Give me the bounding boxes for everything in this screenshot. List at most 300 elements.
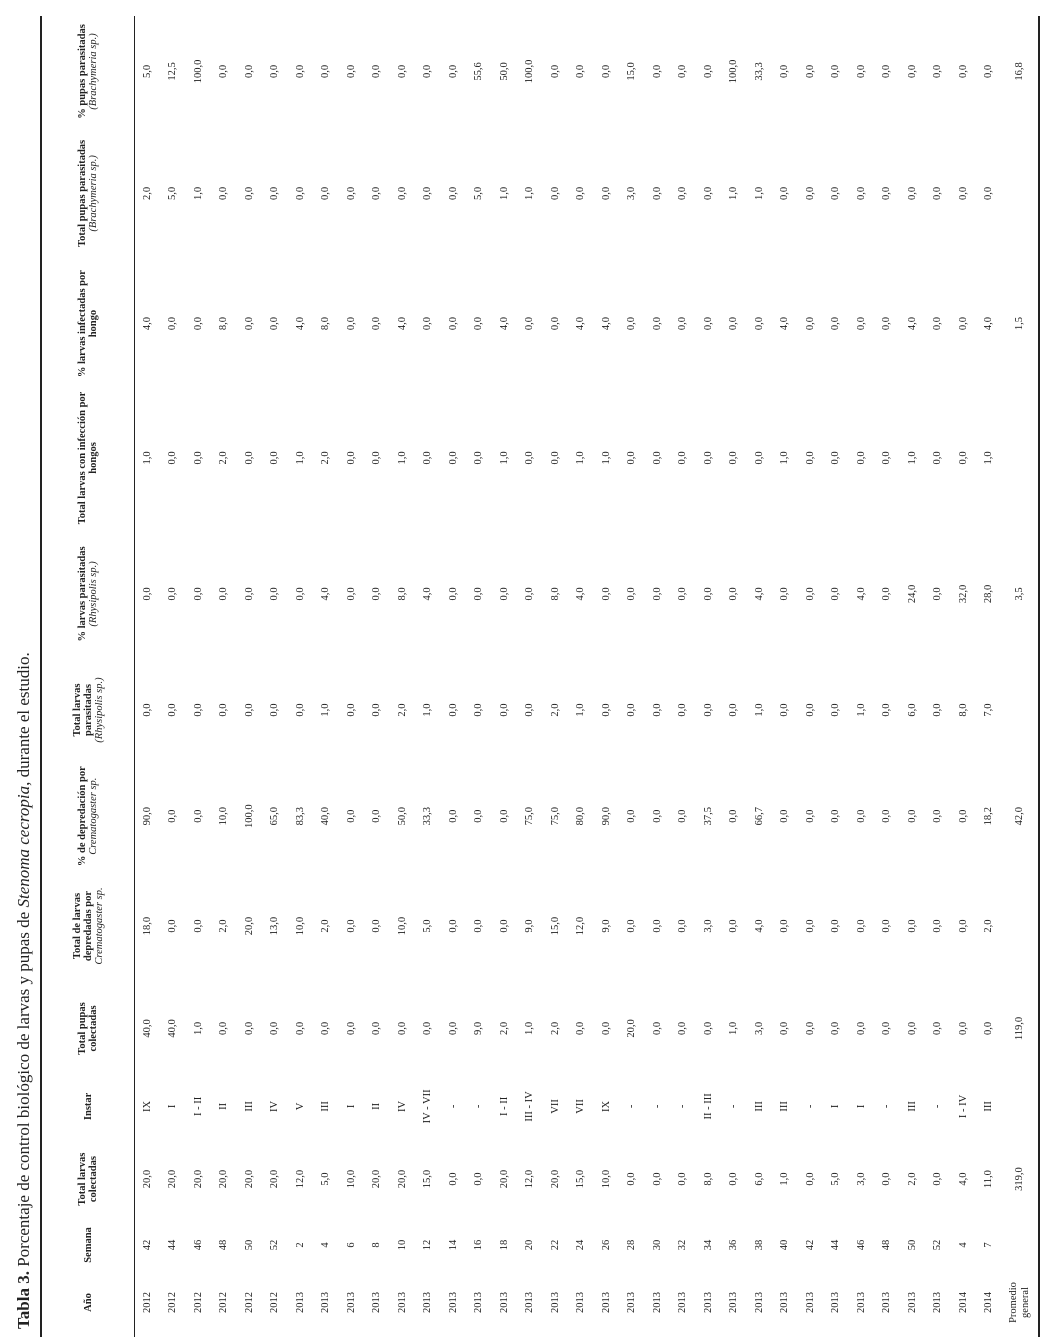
table-cell: 83,3: [294, 807, 306, 826]
table-cell: 0,0: [779, 186, 791, 200]
table-cell: 0,0: [473, 809, 485, 823]
table-cell: 0,0: [881, 587, 893, 601]
table-cell: 2013: [906, 1292, 918, 1313]
table-cell: 0,0: [269, 317, 281, 331]
table-header: [41, 16, 135, 1337]
table-cell: 0,0: [932, 1172, 944, 1186]
table-cell: 0,0: [677, 1021, 689, 1036]
table-cell: 2013: [371, 1292, 383, 1313]
table-cell: 0,0: [932, 587, 944, 601]
header-row: [41, 16, 135, 1337]
table-cell: 37,5: [702, 807, 714, 826]
table-cell: 0,0: [651, 1172, 663, 1186]
table-cell: 4,0: [906, 317, 918, 331]
table-cell: 0,0: [906, 1021, 918, 1036]
table-cell: 3,0: [626, 186, 638, 200]
table-cell: 52: [269, 1239, 281, 1251]
table-cell: 0,0: [447, 1172, 459, 1186]
table-cell: 10,0: [396, 916, 408, 936]
table-cell: 40: [779, 1239, 791, 1251]
table-cell: 2013: [600, 1292, 612, 1313]
table-cell: 10,0: [294, 916, 306, 936]
table-cell: 2013: [804, 1292, 816, 1313]
table-cell: 4,0: [575, 587, 587, 601]
average-cell: 319,0: [1014, 1167, 1025, 1191]
table-cell: 0,0: [575, 1021, 587, 1036]
table-cell: 0,0: [549, 64, 561, 79]
table-cell: 6,0: [753, 1172, 765, 1186]
table-cell: I: [167, 1104, 179, 1109]
table-cell: 0,0: [855, 809, 867, 823]
table-cell: 0,0: [626, 317, 638, 331]
table-cell: I - II: [498, 1096, 510, 1117]
table-cell: 0,0: [243, 703, 255, 717]
table-cell: 0,0: [575, 186, 587, 200]
table-row: [824, 16, 850, 1337]
table-cell: 18: [498, 1239, 510, 1251]
table-cell: 7: [983, 1242, 995, 1248]
table-cell: 2,0: [983, 919, 995, 933]
table-cell: 0,0: [804, 703, 816, 717]
table-cell: 0,0: [447, 587, 459, 601]
average-cell: 16,8: [1014, 62, 1025, 81]
table-cell: 33,3: [422, 807, 434, 826]
table-cell: 0,0: [192, 587, 204, 601]
table-cell: 0,0: [422, 317, 434, 331]
table-cell: III: [753, 1101, 765, 1112]
average-cell: [1002, 127, 1039, 260]
table-cell: 0,0: [243, 451, 255, 465]
table-cell: 1,0: [192, 1021, 204, 1036]
table-cell: 4,0: [983, 317, 995, 331]
table-cell: VII: [575, 1099, 587, 1114]
table-cell: 0,0: [294, 186, 306, 200]
table-cell: 0,0: [345, 919, 357, 933]
table-cell: 2013: [677, 1292, 689, 1313]
table-cell: 0,0: [983, 186, 995, 200]
table-cell: I: [855, 1104, 867, 1109]
table-cell: 2012: [243, 1292, 255, 1313]
table-container: [40, 16, 1040, 1337]
table-cell: 0,0: [855, 451, 867, 465]
table-row: [722, 16, 748, 1337]
table-cell: 0,0: [855, 64, 867, 79]
table-cell: 1,0: [753, 703, 765, 717]
table-cell: 2013: [549, 1292, 561, 1313]
table-cell: 0,0: [294, 587, 306, 601]
table-cell: 0,0: [371, 919, 383, 933]
table-cell: 0,0: [932, 317, 944, 331]
table-cell: 0,0: [473, 703, 485, 717]
table-cell: 0,0: [957, 809, 969, 823]
table-cell: 0,0: [651, 703, 663, 717]
table-row: [875, 16, 901, 1337]
header-pct-depredacion: % de depredación por Crematogaster sp.: [77, 766, 99, 867]
table-cell: 2,0: [218, 451, 230, 465]
table-cell: 0,0: [141, 587, 153, 601]
caption-species: Stenoma cecropia: [14, 785, 33, 908]
table-cell: 2013: [932, 1292, 944, 1313]
table-cell: 0,0: [371, 587, 383, 601]
table-cell: 0,0: [728, 919, 740, 933]
table-cell: 20,0: [167, 1169, 179, 1189]
table-cell: 0,0: [167, 317, 179, 331]
table-cell: 0,0: [651, 1021, 663, 1036]
table-cell: 2013: [855, 1292, 867, 1313]
table-cell: 0,0: [371, 1021, 383, 1036]
table-cell: 0,0: [957, 186, 969, 200]
table-cell: 32,0: [957, 584, 969, 604]
table-cell: 0,0: [855, 186, 867, 200]
header-pct-pupas: % pupas parasitadas (Brachymeria sp.): [77, 24, 99, 119]
table-cell: 1,0: [575, 451, 587, 465]
table-cell: 36: [728, 1239, 740, 1251]
table-body: [135, 16, 1040, 1337]
table-cell: 0,0: [371, 186, 383, 200]
table-cell: 20,0: [243, 916, 255, 936]
table-cell: 8,0: [957, 703, 969, 717]
table-cell: 0,0: [269, 186, 281, 200]
table-cell: 0,0: [524, 703, 536, 717]
table-cell: 0,0: [447, 186, 459, 200]
table-cell: 40,0: [320, 807, 332, 826]
table-cell: -: [932, 1104, 944, 1109]
table-cell: 0,0: [983, 1021, 995, 1036]
table-cell: 33,3: [753, 62, 765, 81]
table-row: [161, 16, 187, 1337]
table-row: [900, 16, 926, 1337]
table-cell: 90,0: [600, 807, 612, 826]
table-cell: IV: [269, 1100, 281, 1112]
table-cell: 75,0: [524, 807, 536, 826]
table-cell: 2013: [881, 1292, 893, 1313]
table-cell: 2,0: [549, 703, 561, 717]
table-cell: 1,0: [141, 451, 153, 465]
table-cell: 20,0: [626, 1019, 638, 1038]
table-cell: 2013: [294, 1292, 306, 1313]
table-cell: 0,0: [498, 587, 510, 601]
table-cell: 0,0: [932, 1021, 944, 1036]
table-cell: 0,0: [881, 317, 893, 331]
table-cell: 0,0: [855, 919, 867, 933]
table-cell: 0,0: [473, 919, 485, 933]
table-cell: 20,0: [243, 1169, 255, 1189]
table-cell: 8: [371, 1242, 383, 1248]
table-cell: 6,0: [906, 703, 918, 717]
table-cell: 0,0: [549, 451, 561, 465]
table-cell: -: [677, 1104, 689, 1109]
table-cell: 40,0: [141, 1019, 153, 1038]
table-cell: 0,0: [192, 919, 204, 933]
table-cell: 0,0: [498, 703, 510, 717]
table-cell: 2,0: [218, 919, 230, 933]
table-cell: 10,0: [600, 1169, 612, 1189]
table-cell: I: [830, 1104, 842, 1109]
table-row: [620, 16, 646, 1337]
table-cell: 0,0: [549, 186, 561, 200]
table-cell: 2013: [320, 1292, 332, 1313]
table-cell: 0,0: [422, 64, 434, 79]
table-row: [339, 16, 365, 1337]
table-cell: 0,0: [294, 703, 306, 717]
table-cell: 0,0: [243, 186, 255, 200]
table-cell: 100,0: [243, 804, 255, 828]
table-cell: 10,0: [345, 1169, 357, 1189]
table-cell: 50,0: [396, 807, 408, 826]
table-cell: 0,0: [600, 703, 612, 717]
table-cell: 3,0: [855, 1172, 867, 1186]
table-cell: 0,0: [498, 809, 510, 823]
average-cell: [1002, 659, 1039, 760]
table-cell: 0,0: [753, 451, 765, 465]
average-cell: [1002, 872, 1039, 981]
table-cell: 46: [855, 1239, 867, 1251]
table-cell: 14: [447, 1239, 459, 1251]
header-larvas-depredadas: Total de larvas depredadas por Crematogaster sp.: [71, 887, 105, 965]
table-cell: 42: [141, 1239, 153, 1251]
table-cell: 0,0: [906, 919, 918, 933]
table-cell: 0,0: [141, 703, 153, 717]
table-cell: 0,0: [651, 919, 663, 933]
table-cell: 0,0: [804, 587, 816, 601]
table-cell: 0,0: [524, 451, 536, 465]
table-cell: 0,0: [447, 64, 459, 79]
caption-label: Tabla 3.: [14, 1271, 33, 1329]
table-cell: 44: [830, 1239, 842, 1251]
table-cell: 15,0: [422, 1169, 434, 1189]
table-cell: 2013: [447, 1292, 459, 1313]
table-row: [492, 16, 518, 1337]
table-cell: 0,0: [728, 317, 740, 331]
table-cell: 0,0: [779, 703, 791, 717]
table-cell: 2: [294, 1242, 306, 1248]
table-cell: 28: [626, 1239, 638, 1251]
table-row: [594, 16, 620, 1337]
table-cell: 20,0: [498, 1169, 510, 1189]
table-cell: 0,0: [728, 587, 740, 601]
table-cell: 20,0: [192, 1169, 204, 1189]
table-cell: 2013: [473, 1292, 485, 1313]
table-cell: 2013: [422, 1292, 434, 1313]
table-cell: 0,0: [626, 919, 638, 933]
table-cell: 2,0: [320, 451, 332, 465]
table-cell: 12: [422, 1239, 434, 1251]
table-cell: 4,0: [141, 317, 153, 331]
table-cell: 0,0: [473, 1172, 485, 1186]
table-cell: IX: [600, 1100, 612, 1112]
table-cell: 0,0: [447, 809, 459, 823]
table-cell: 0,0: [320, 186, 332, 200]
table-cell: 4,0: [575, 317, 587, 331]
table-cell: 4,0: [320, 587, 332, 601]
table-cell: 0,0: [218, 587, 230, 601]
table-cell: 0,0: [345, 809, 357, 823]
table-cell: 0,0: [269, 1021, 281, 1036]
table-cell: 0,0: [192, 317, 204, 331]
table-row: [135, 16, 161, 1337]
table-cell: 0,0: [881, 809, 893, 823]
table-cell: IV - VII: [422, 1089, 434, 1124]
table-cell: 0,0: [447, 317, 459, 331]
table-cell: 0,0: [830, 919, 842, 933]
table-row: [518, 16, 544, 1337]
table-cell: 0,0: [855, 1021, 867, 1036]
table-cell: 2014: [983, 1292, 995, 1313]
table-cell: 0,0: [753, 317, 765, 331]
average-cell: [1002, 1222, 1039, 1268]
table-cell: 0,0: [906, 809, 918, 823]
table-cell: 0,0: [804, 1172, 816, 1186]
table-cell: 0,0: [600, 587, 612, 601]
header-larvas-colectadas: Total larvas colectadas: [77, 1152, 99, 1206]
table-cell: VII: [549, 1099, 561, 1114]
table-cell: 0,0: [600, 1021, 612, 1036]
table-cell: 0,0: [677, 64, 689, 79]
table-cell: 0,0: [804, 1021, 816, 1036]
table-cell: 0,0: [932, 703, 944, 717]
table-cell: 0,0: [498, 919, 510, 933]
table-cell: 0,0: [600, 186, 612, 200]
table-cell: -: [728, 1104, 740, 1109]
table-cell: 2013: [779, 1292, 791, 1313]
table-cell: 12,0: [575, 916, 587, 936]
table-cell: 0,0: [651, 587, 663, 601]
table-cell: 2013: [345, 1292, 357, 1313]
table-cell: 1,0: [983, 451, 995, 465]
table-cell: 8,0: [549, 587, 561, 601]
table-cell: 2,0: [396, 703, 408, 717]
table-row: [645, 16, 671, 1337]
table-cell: 48: [881, 1239, 893, 1251]
table-cell: 0,0: [269, 451, 281, 465]
table-cell: IX: [141, 1100, 153, 1112]
average-label: Promedio general: [1008, 1282, 1031, 1323]
table-cell: 0,0: [677, 317, 689, 331]
table-cell: 2,0: [498, 1021, 510, 1036]
caption-text-after: , durante el estudio.: [14, 652, 33, 786]
table-cell: 2013: [728, 1292, 740, 1313]
table-cell: 2,0: [549, 1021, 561, 1036]
table-cell: 1,0: [728, 186, 740, 200]
table-cell: 0,0: [957, 1021, 969, 1036]
table-cell: 1,0: [779, 1172, 791, 1186]
table-cell: 9,0: [600, 919, 612, 933]
table-row: [543, 16, 569, 1337]
table-cell: 2013: [396, 1292, 408, 1313]
table-cell: 15,0: [626, 62, 638, 81]
table-cell: 0,0: [243, 587, 255, 601]
table-cell: 0,0: [243, 317, 255, 331]
table-cell: 1,0: [600, 451, 612, 465]
table-row: [237, 16, 263, 1337]
table-cell: 18,0: [141, 916, 153, 936]
header-pupas-colectadas: Total pupas colectadas: [77, 1002, 99, 1055]
table-cell: 2012: [192, 1292, 204, 1313]
table-cell: 4,0: [753, 919, 765, 933]
table-cell: 30: [651, 1239, 663, 1251]
table-cell: 0,0: [779, 919, 791, 933]
table-cell: 4,0: [600, 317, 612, 331]
table-cell: 42: [804, 1239, 816, 1251]
table-cell: 0,0: [804, 64, 816, 79]
table-cell: 0,0: [957, 451, 969, 465]
table-cell: 2012: [269, 1292, 281, 1313]
table-cell: 0,0: [651, 64, 663, 79]
table-cell: 20,0: [549, 1169, 561, 1189]
table-cell: 32: [677, 1239, 689, 1251]
table-cell: 0,0: [830, 809, 842, 823]
table-cell: 0,0: [702, 186, 714, 200]
table-cell: 1,0: [294, 451, 306, 465]
table-cell: 0,0: [345, 1021, 357, 1036]
table-cell: 66,7: [753, 807, 765, 826]
table-cell: 0,0: [881, 919, 893, 933]
table-cell: 2012: [141, 1292, 153, 1313]
table-cell: 0,0: [371, 451, 383, 465]
table-row: [798, 16, 824, 1337]
table-cell: 0,0: [906, 186, 918, 200]
table-row: [747, 16, 773, 1337]
table-cell: 80,0: [575, 807, 587, 826]
table-cell: 0,0: [192, 451, 204, 465]
table-cell: 0,0: [345, 587, 357, 601]
header-larvas-parasitadas: Total larvas parasitadas (Rhysipolis sp.): [71, 677, 105, 743]
table-cell: 0,0: [830, 64, 842, 79]
table-cell: 75,0: [549, 807, 561, 826]
table-cell: 0,0: [932, 186, 944, 200]
table-cell: 0,0: [651, 451, 663, 465]
table-cell: 13,0: [269, 916, 281, 936]
table-cell: 7,0: [983, 703, 995, 717]
table-cell: 1,0: [498, 451, 510, 465]
table-cell: 0,0: [626, 703, 638, 717]
table-cell: 0,0: [473, 451, 485, 465]
table-cell: 0,0: [192, 809, 204, 823]
table-cell: 0,0: [830, 451, 842, 465]
table-row: [288, 16, 314, 1337]
header-pupas-parasitadas: Total pupas parasitadas (Brachymeria sp.): [77, 139, 99, 247]
table-cell: III: [779, 1101, 791, 1112]
table-cell: -: [651, 1104, 663, 1109]
table-cell: 4: [957, 1242, 969, 1248]
table-cell: 1,0: [192, 186, 204, 200]
table-cell: 0,0: [473, 317, 485, 331]
table-cell: 2014: [957, 1292, 969, 1313]
table-cell: 4,0: [422, 587, 434, 601]
table-cell: 1,0: [524, 186, 536, 200]
table-cell: III: [983, 1101, 995, 1112]
table-cell: 2012: [218, 1292, 230, 1313]
table-row: [186, 16, 212, 1337]
table-cell: 0,0: [549, 317, 561, 331]
table-row: [212, 16, 238, 1337]
table-cell: 0,0: [804, 809, 816, 823]
table-cell: 0,0: [651, 186, 663, 200]
table-cell: 2013: [498, 1292, 510, 1313]
table-cell: 18,2: [983, 807, 995, 826]
table-cell: 50,0: [498, 62, 510, 81]
table-cell: 0,0: [345, 64, 357, 79]
table-cell: II - III: [702, 1093, 714, 1120]
table-cell: 0,0: [396, 1021, 408, 1036]
table-cell: 0,0: [422, 186, 434, 200]
table-cell: 0,0: [243, 1021, 255, 1036]
average-cell: 119,0: [1014, 1016, 1025, 1041]
table-cell: 38: [753, 1239, 765, 1251]
table-cell: 34: [702, 1239, 714, 1251]
table-cell: 0,0: [626, 809, 638, 823]
table-cell: 2013: [524, 1292, 536, 1313]
